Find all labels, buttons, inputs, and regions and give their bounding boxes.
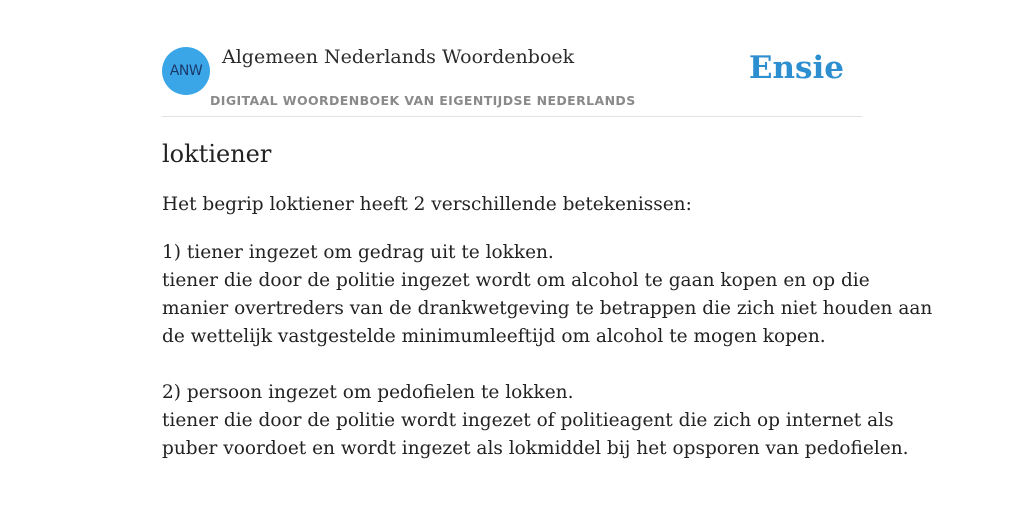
meaning-1-heading: 1) tiener ingezet om gedrag uit te lokken. — [162, 242, 554, 263]
anw-logo-text: ANW — [169, 63, 203, 79]
meaning-1-definition-line: manier overtreders van de drankwetgeving te betrappen die zich niet houden aan — [162, 298, 933, 319]
meaning-2-heading: 2) persoon ingezet om pedofielen te lokken. — [162, 382, 574, 403]
meanings-list — [162, 239, 933, 463]
meaning-1 — [162, 239, 933, 351]
site-header — [162, 0, 862, 117]
meaning-1-definition-line: de wettelijk vastgestelde minimumleeftijd om alcohol te mogen kopen. — [162, 326, 826, 347]
meaning-2-definition-line: puber voordoet en wordt ingezet als lokmiddel bij het opsporen van pedofielen. — [162, 438, 909, 459]
site-title[interactable]: Algemeen Nederlands Woordenboek — [222, 46, 575, 68]
meaning-2 — [162, 379, 909, 463]
site-subtitle: DIGITAAL WOORDENBOEK VAN EIGENTIJDSE NEDERLANDS — [210, 93, 636, 108]
anw-logo[interactable] — [162, 47, 210, 95]
page-container — [162, 0, 933, 459]
entry-intro: Het begrip loktiener heeft 2 verschillende betekenissen: — [162, 194, 692, 215]
ensie-brand-logo[interactable]: Ensie — [748, 50, 844, 86]
meaning-1-definition-line: tiener die door de politie ingezet wordt om alcohol te gaan kopen en op die — [162, 270, 870, 291]
meaning-2-definition-line: tiener die door de politie wordt ingezet of politieagent die zich op internet als — [162, 410, 894, 431]
entry-headword: loktiener — [162, 140, 272, 168]
